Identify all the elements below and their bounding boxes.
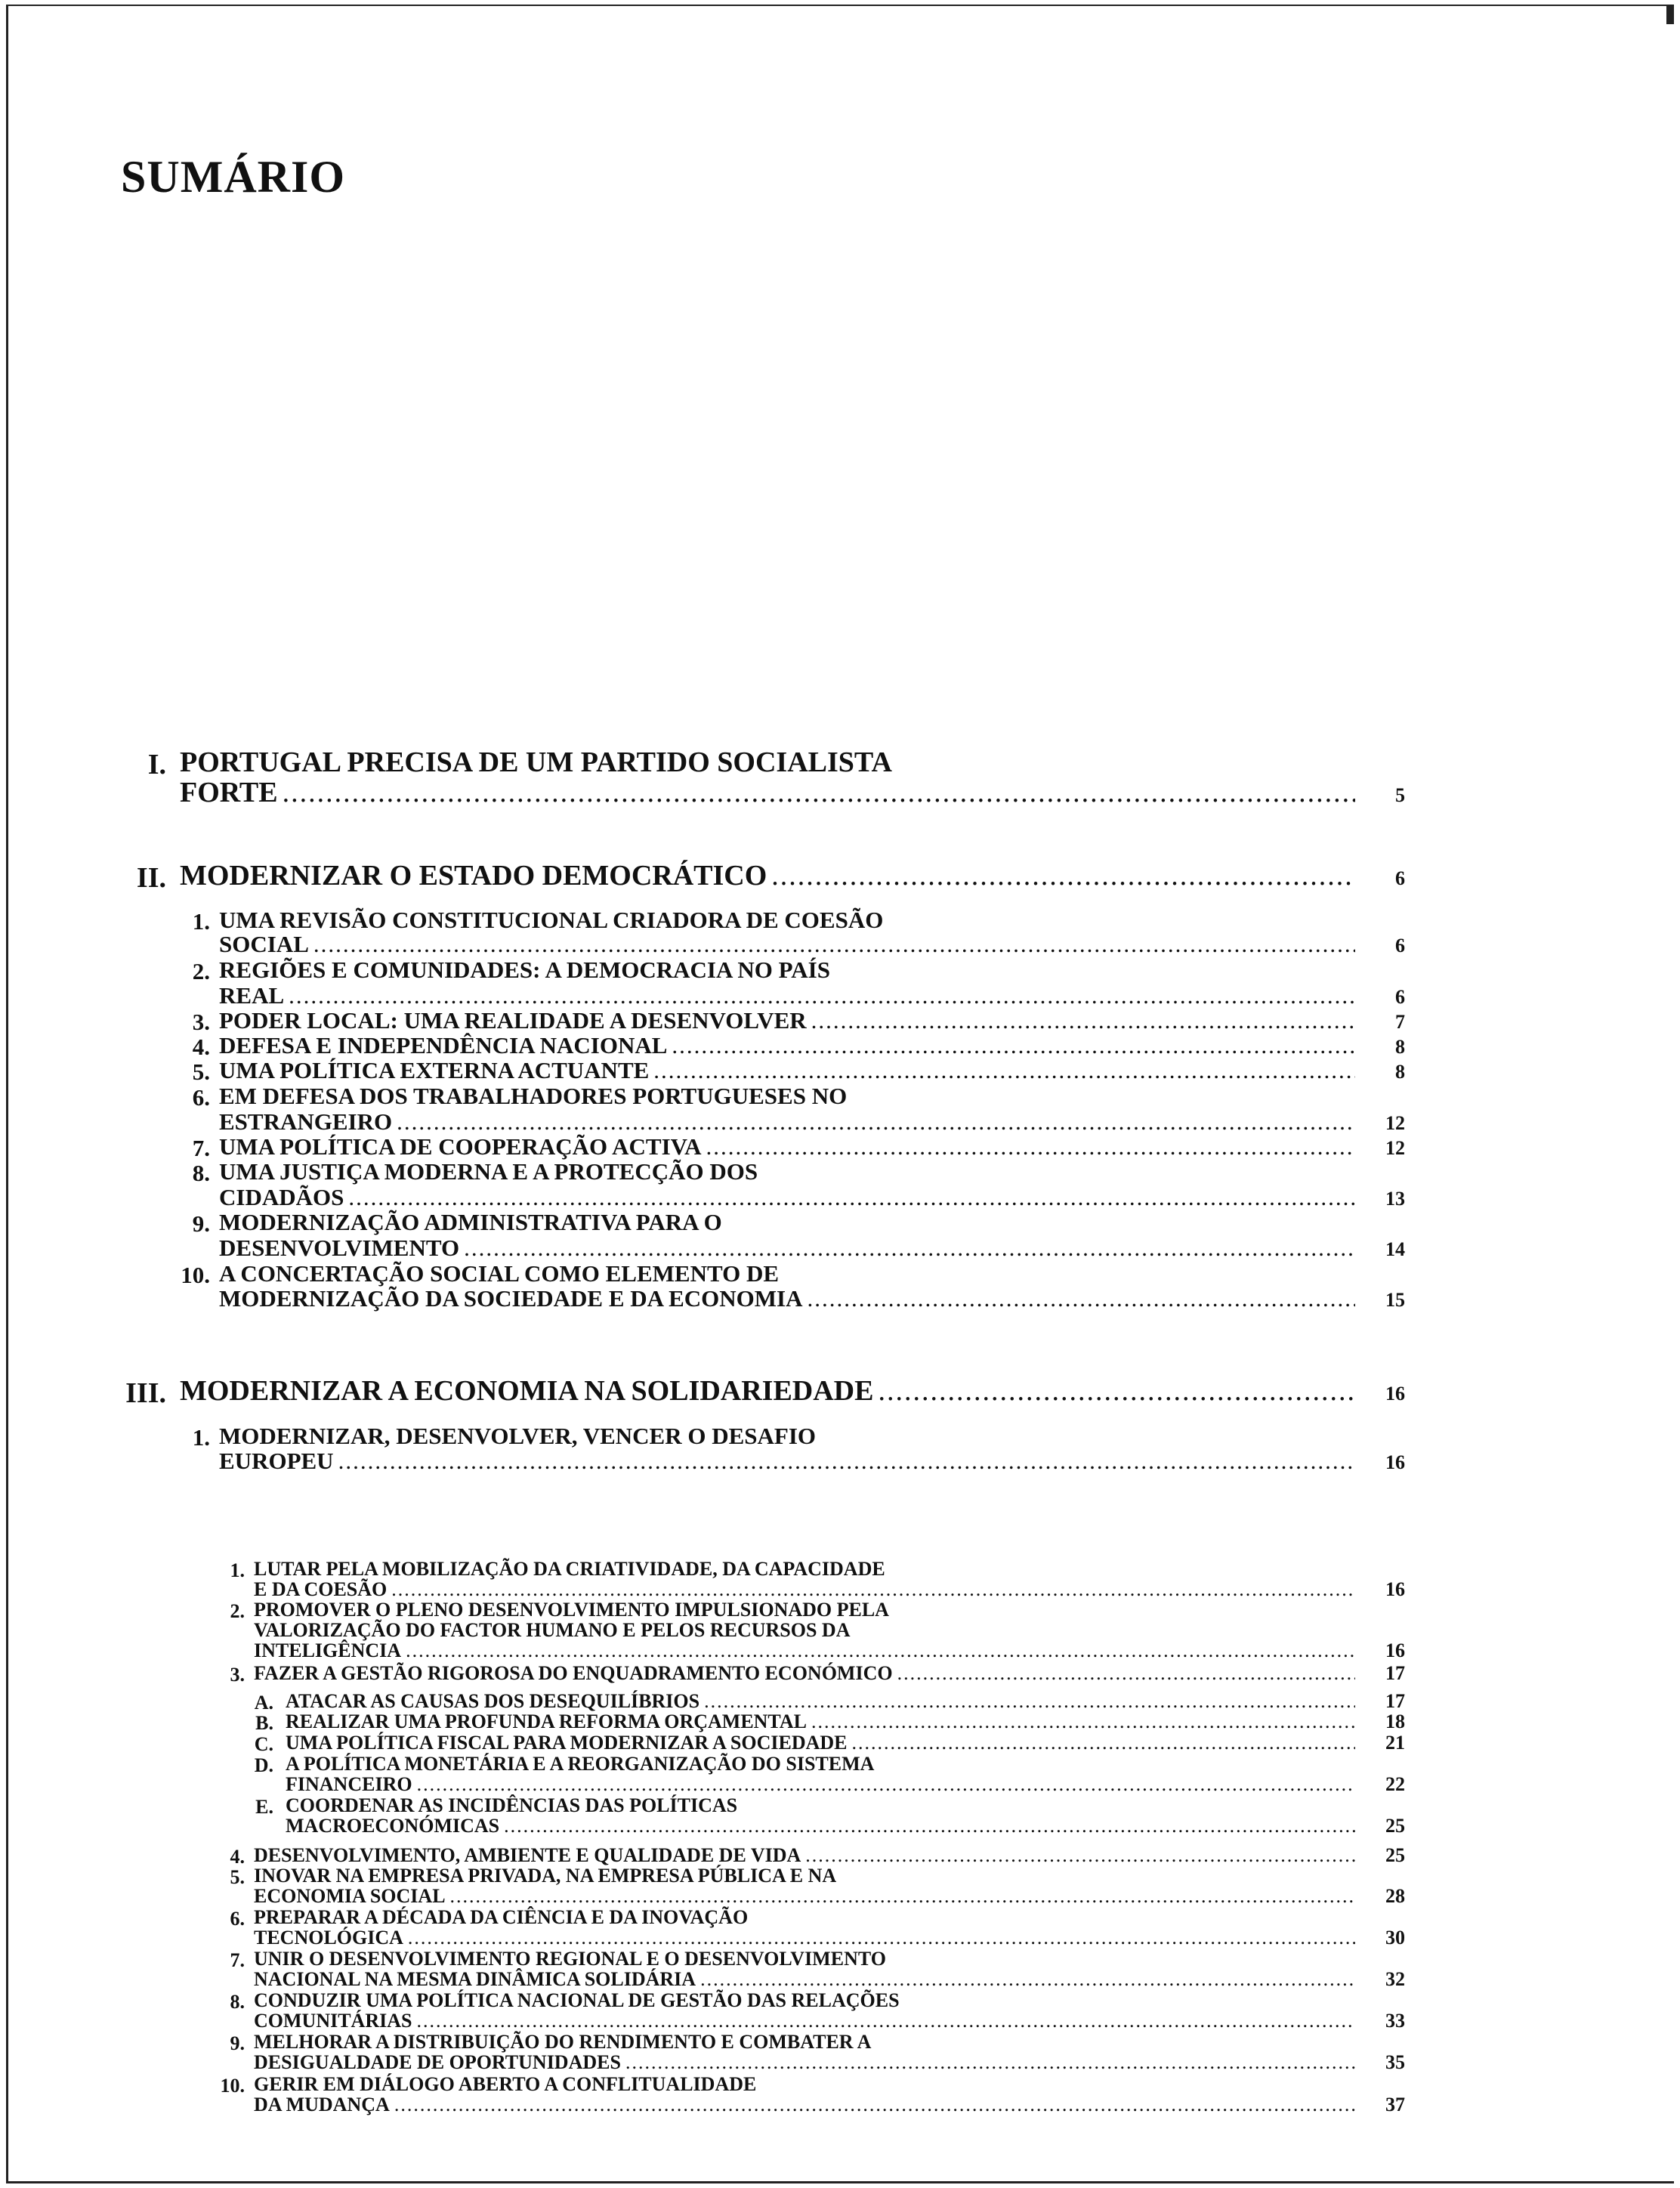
subitem-title-line xyxy=(254,2032,871,2052)
subitem-page-number: 33 xyxy=(1385,2010,1405,2032)
section-page-number: 6 xyxy=(1395,867,1405,889)
subitem-number: 4. xyxy=(230,1846,245,1868)
subitem-title: ECONOMIA SOCIAL xyxy=(254,1885,446,1907)
subitem-number: 2. xyxy=(230,1600,245,1622)
section-number: III. xyxy=(125,1377,166,1409)
subitem-title: VALORIZAÇÃO DO FACTOR HUMANO E PELOS RECURSOS DA xyxy=(254,1619,851,1641)
subitem-title: INTELIGÊNCIA xyxy=(254,1639,402,1661)
subitem-title-line xyxy=(254,1908,748,1927)
subitem-title-line xyxy=(254,1866,836,1886)
section-item-title: UMA POLÍTICA EXTERNA ACTUANTE xyxy=(219,1057,650,1083)
subitem-title: PROMOVER O PLENO DESENVOLVIMENTO IMPULSIONADO PELA xyxy=(254,1599,889,1621)
section-item-number: 1. xyxy=(192,1424,210,1451)
section-item-number: 3. xyxy=(192,1009,210,1035)
letter-item-title-line xyxy=(286,1754,874,1774)
letter-item-title: FINANCEIRO xyxy=(286,1773,412,1795)
section-item-number: 10. xyxy=(181,1262,210,1288)
section-item-entry xyxy=(219,1009,1405,1032)
dot-leader xyxy=(672,1034,1355,1057)
subitem-title: DESIGUALDADE DE OPORTUNIDADES xyxy=(254,2051,621,2073)
letter-item-number: B. xyxy=(255,1712,273,1734)
section-title: FORTE xyxy=(180,777,278,808)
subitem-title: UNIR O DESENVOLVIMENTO REGIONAL E O DESENVOLVIMENTO xyxy=(254,1948,886,1970)
dot-leader xyxy=(852,1733,1355,1753)
section-item-entry xyxy=(219,1034,1405,1057)
section-number: II. xyxy=(136,862,166,894)
section-item-page-number: 14 xyxy=(1385,1238,1405,1260)
section-item-title: DEFESA E INDEPENDÊNCIA NACIONAL xyxy=(219,1032,668,1058)
section-item-title: ESTRANGEIRO xyxy=(219,1108,393,1135)
subitem-title: INOVAR NA EMPRESA PRIVADA, NA EMPRESA PÚBLICA E NA xyxy=(254,1865,837,1887)
subitem-title-line xyxy=(254,1949,886,1969)
letter-item-entry xyxy=(286,1712,1405,1732)
section-item-title-line xyxy=(219,1424,816,1448)
subitem-page-number: 28 xyxy=(1385,1885,1405,1907)
section-item-entry xyxy=(219,932,1405,956)
section-item-title: UMA POLÍTICA DE COOPERAÇÃO ACTIVA xyxy=(219,1133,702,1160)
section-item-number: 1. xyxy=(192,908,210,935)
subitem-entry xyxy=(254,1580,1405,1599)
section-number: I. xyxy=(147,749,166,780)
subitem-title: COMUNITÁRIAS xyxy=(254,2010,412,2032)
letter-item-title: MACROECONÓMICAS xyxy=(286,1815,500,1837)
subitem-entry xyxy=(254,1846,1405,1865)
dot-leader xyxy=(808,1287,1356,1310)
subitem-title-line xyxy=(254,2075,756,2094)
section-title: MODERNIZAR O ESTADO DEMOCRÁTICO xyxy=(180,860,767,892)
subitem-entry xyxy=(254,1664,1405,1683)
dot-leader xyxy=(417,1775,1355,1794)
subitem-title: CONDUZIR UMA POLÍTICA NACIONAL DE GESTÃO DAS RELAÇÕES xyxy=(254,1989,900,2011)
subitem-title: PREPARAR A DÉCADA DA CIÊNCIA E DA INOVAÇÃO xyxy=(254,1906,749,1928)
section-item-page-number: 8 xyxy=(1395,1036,1405,1058)
section-item-number: 7. xyxy=(192,1135,210,1161)
subitem-number: 7. xyxy=(230,1949,245,1971)
section-item-page-number: 15 xyxy=(1385,1289,1405,1311)
dot-leader xyxy=(348,1185,1355,1209)
section-item-title-line xyxy=(219,1160,758,1183)
section-item-title: MODERNIZAÇÃO ADMINISTRATIVA PARA O xyxy=(219,1209,722,1235)
dot-leader xyxy=(313,932,1355,956)
section-item-number: 2. xyxy=(192,958,210,984)
section-item-title: EM DEFESA DOS TRABALHADORES PORTUGUESES NO xyxy=(219,1083,848,1109)
letter-item-entry xyxy=(286,1733,1405,1753)
section-item-title: MODERNIZAÇÃO DA SOCIEDADE E DA ECONOMIA xyxy=(219,1285,803,1312)
dot-leader xyxy=(416,2011,1355,2031)
section-title: PORTUGAL PRECISA DE UM PARTIDO SOCIALISTA xyxy=(180,746,892,778)
subitem-number: 3. xyxy=(230,1664,245,1686)
section-title-line xyxy=(180,748,892,777)
subitem-entry xyxy=(254,1887,1405,1906)
dot-leader xyxy=(805,1846,1355,1865)
letter-item-number: E. xyxy=(255,1796,273,1818)
section-item-title: UMA JUSTIÇA MODERNA E A PROTECÇÃO DOS xyxy=(219,1158,758,1185)
section-entry xyxy=(180,1377,1405,1405)
letter-item-entry xyxy=(286,1692,1405,1711)
subitem-title: MELHORAR A DISTRIBUIÇÃO DO RENDIMENTO E COMBATER A xyxy=(254,2031,872,2053)
dot-leader xyxy=(338,1449,1355,1473)
dot-leader xyxy=(504,1816,1355,1836)
subitem-page-number: 25 xyxy=(1385,1844,1405,1866)
section-item-entry xyxy=(219,1236,1405,1259)
section-item-number: 4. xyxy=(192,1034,210,1060)
letter-item-page-number: 18 xyxy=(1385,1711,1405,1732)
subitem-entry xyxy=(254,1641,1405,1661)
section-item-page-number: 6 xyxy=(1395,986,1405,1008)
subitem-number: 9. xyxy=(230,2032,245,2054)
subitem-title: E DA COESÃO xyxy=(254,1578,388,1600)
section-item-title: DESENVOLVIMENTO xyxy=(219,1235,460,1261)
letter-item-number: A. xyxy=(254,1692,273,1714)
section-item-title: UMA REVISÃO CONSTITUCIONAL CRIADORA DE COESÃO xyxy=(219,907,884,933)
section-entry xyxy=(180,861,1405,890)
letter-item-number: C. xyxy=(254,1733,273,1755)
section-page-number: 16 xyxy=(1385,1383,1405,1405)
dot-leader xyxy=(397,1110,1355,1133)
section-item-title-line xyxy=(219,958,830,981)
subitem-title: FAZER A GESTÃO RIGOROSA DO ENQUADRAMENTO ECONÓMICO xyxy=(254,1662,893,1684)
section-item-title: CIDADÃOS xyxy=(219,1184,344,1210)
section-item-title: REGIÕES E COMUNIDADES: A DEMOCRACIA NO PAÍS xyxy=(219,956,830,983)
section-item-page-number: 12 xyxy=(1385,1137,1405,1159)
section-page-number: 5 xyxy=(1395,784,1405,806)
subitem-title-line xyxy=(254,1600,889,1620)
section-item-page-number: 8 xyxy=(1395,1061,1405,1083)
section-item-entry xyxy=(219,1449,1405,1473)
section-item-title-line xyxy=(219,1084,847,1108)
subitem-entry xyxy=(254,2053,1405,2072)
section-item-title: A CONCERTAÇÃO SOCIAL COMO ELEMENTO DE xyxy=(219,1260,780,1287)
letter-item-title: REALIZAR UMA PROFUNDA REFORMA ORÇAMENTAL xyxy=(286,1711,807,1732)
dot-leader xyxy=(700,1970,1355,1989)
section-item-page-number: 13 xyxy=(1385,1188,1405,1210)
section-item-page-number: 7 xyxy=(1395,1011,1405,1033)
subitem-page-number: 37 xyxy=(1385,2094,1405,2115)
subitem-number: 10. xyxy=(220,2075,245,2097)
subitem-title: DESENVOLVIMENTO, AMBIENTE E QUALIDADE DE VIDA xyxy=(254,1844,801,1866)
dot-leader xyxy=(706,1135,1355,1158)
letter-item-page-number: 25 xyxy=(1385,1815,1405,1837)
dot-leader xyxy=(653,1058,1355,1082)
subitem-title-line xyxy=(254,1621,850,1640)
letter-item-number: D. xyxy=(254,1754,273,1776)
section-item-entry xyxy=(219,1058,1405,1082)
subitem-page-number: 30 xyxy=(1385,1927,1405,1948)
dot-leader xyxy=(704,1692,1355,1711)
letter-item-title: UMA POLÍTICA FISCAL PARA MODERNIZAR A SOCIEDADE xyxy=(286,1732,848,1754)
subitem-number: 6. xyxy=(230,1908,245,1930)
subitem-title: TECNOLÓGICA xyxy=(254,1927,403,1948)
section-item-page-number: 6 xyxy=(1395,935,1405,956)
dot-leader xyxy=(811,1712,1355,1732)
subitem-entry xyxy=(254,2011,1405,2031)
section-item-number: 9. xyxy=(192,1210,210,1237)
section-item-title-line xyxy=(219,908,883,932)
section-item-number: 8. xyxy=(192,1160,210,1186)
subitem-page-number: 35 xyxy=(1385,2051,1405,2073)
subitem-title: GERIR EM DIÁLOGO ABERTO A CONFLITUALIDADE xyxy=(254,2073,757,2095)
dot-leader xyxy=(450,1887,1355,1906)
letter-item-page-number: 17 xyxy=(1385,1690,1405,1712)
section-item-title: EUROPEU xyxy=(219,1448,334,1474)
section-item-page-number: 12 xyxy=(1385,1112,1405,1134)
subitem-page-number: 32 xyxy=(1385,1968,1405,1990)
dot-leader xyxy=(811,1009,1355,1032)
subitem-title: LUTAR PELA MOBILIZAÇÃO DA CRIATIVIDADE, DA CAPACIDADE xyxy=(254,1558,885,1580)
subitem-title: DA MUDANÇA xyxy=(254,2094,390,2115)
subitem-page-number: 16 xyxy=(1385,1578,1405,1600)
dot-leader xyxy=(897,1664,1355,1683)
section-item-title: SOCIAL xyxy=(219,931,309,957)
subitem-entry xyxy=(254,2095,1405,2115)
dot-leader xyxy=(625,2053,1355,2072)
dot-leader xyxy=(771,861,1355,890)
dot-leader xyxy=(289,984,1355,1007)
section-item-entry xyxy=(219,1287,1405,1310)
section-item-title-line xyxy=(219,1210,722,1234)
section-entry xyxy=(180,778,1405,807)
section-item-entry xyxy=(219,1110,1405,1133)
subitem-title-line xyxy=(254,1991,900,2010)
subitem-number: 1. xyxy=(230,1559,245,1581)
dot-leader xyxy=(283,778,1355,807)
section-item-page-number: 16 xyxy=(1385,1451,1405,1473)
dot-leader xyxy=(406,1641,1355,1661)
dot-leader xyxy=(394,2095,1355,2115)
subitem-title: NACIONAL NA MESMA DINÂMICA SOLIDÁRIA xyxy=(254,1968,696,1990)
letter-item-entry xyxy=(286,1816,1405,1836)
subitem-number: 8. xyxy=(230,1991,245,2013)
subitem-number: 5. xyxy=(230,1866,245,1888)
section-item-number: 5. xyxy=(192,1058,210,1085)
section-item-entry xyxy=(219,1185,1405,1209)
letter-item-page-number: 22 xyxy=(1385,1773,1405,1795)
subitem-entry xyxy=(254,1970,1405,1989)
letter-item-title: A POLÍTICA MONETÁRIA E A REORGANIZAÇÃO DO SISTEMA xyxy=(286,1753,875,1775)
subitem-entry xyxy=(254,1928,1405,1948)
section-item-entry xyxy=(219,1135,1405,1158)
letter-item-title: COORDENAR AS INCIDÊNCIAS DAS POLÍTICAS xyxy=(286,1794,738,1816)
section-item-title: REAL xyxy=(219,982,285,1009)
section-item-entry xyxy=(219,984,1405,1007)
subitem-page-number: 17 xyxy=(1385,1662,1405,1684)
dot-leader xyxy=(408,1928,1355,1948)
dot-leader xyxy=(878,1377,1355,1405)
letter-item-entry xyxy=(286,1775,1405,1794)
page-title: SUMÁRIO xyxy=(121,152,346,202)
dot-leader xyxy=(464,1236,1355,1259)
dot-leader xyxy=(391,1580,1355,1599)
section-item-title: MODERNIZAR, DESENVOLVER, VENCER O DESAFIO xyxy=(219,1423,817,1449)
subitem-page-number: 16 xyxy=(1385,1639,1405,1661)
letter-item-title-line xyxy=(286,1796,737,1816)
letter-item-title: ATACAR AS CAUSAS DOS DESEQUILÍBRIOS xyxy=(286,1690,700,1712)
section-title: MODERNIZAR A ECONOMIA NA SOLIDARIEDADE xyxy=(180,1375,874,1407)
subitem-title-line xyxy=(254,1559,885,1579)
section-item-title-line xyxy=(219,1262,779,1285)
section-item-number: 6. xyxy=(192,1084,210,1111)
section-item-title: PODER LOCAL: UMA REALIDADE A DESENVOLVER xyxy=(219,1007,807,1034)
letter-item-page-number: 21 xyxy=(1385,1732,1405,1754)
